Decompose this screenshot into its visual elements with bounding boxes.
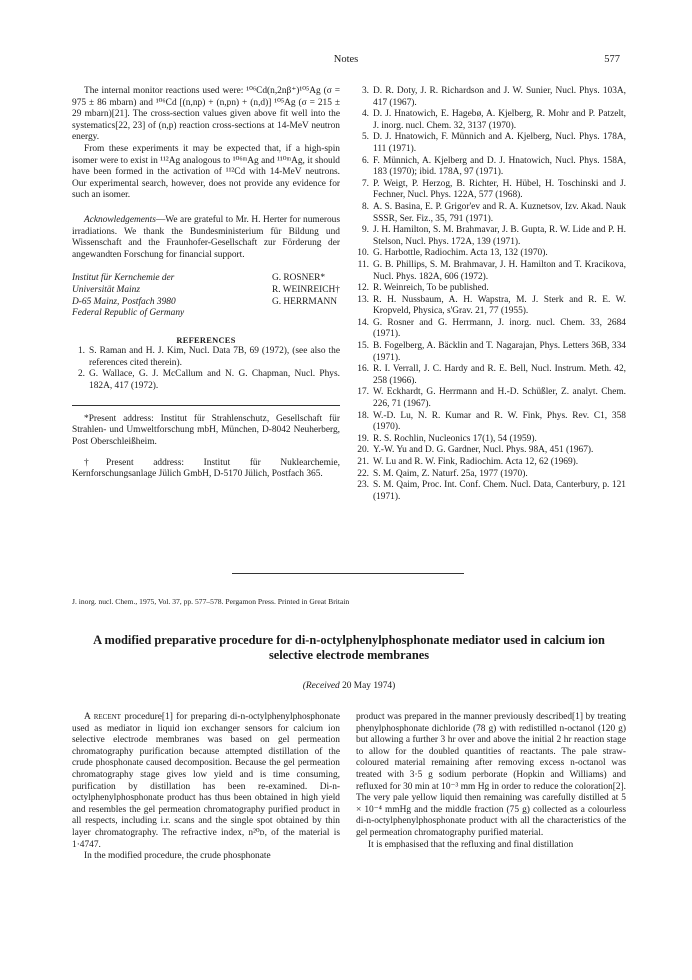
article-paragraph-method: product was prepared in the manner previously described[1] by treating phenylphosphonate dichloride (78 g) with redistilled n-octanol (120 g) but allowing a further 3 hr over and above the initial 2 hr reaction stage to allow for the doubled quantities of reactants. The pale straw-coloured material remaining after removing excess n-octanol was treated with 3·5 g sodium perborate (Hopkin and Williams) and refluxed for 30 min at 10⁻³ mm Hg in order to reduce the coloration[2]. The very pale yellow liquid then remaining was carefully distilled at 5 × 10⁻⁴ mmHg and the middle fraction (75 g) collected as a colourless di-n-octylphenylphosphonate product with all the characteristics of the gel permeation chromatography purified material. [356,712,626,838]
reference-number: 1. [77,346,85,357]
reference-text: P. Weigt, P. Herzog, B. Richter, H. Hübel, H. Toschinski and J. Fechner, Nucl. Phys. 122A, 577 (1968). [373,178,626,201]
reference-item [356,387,626,410]
reference-text: S. M. Qaim, Proc. Int. Conf. Chem. Nucl. Data, Canterbury, p. 121 (1971). [373,480,626,502]
reference-item [356,225,626,248]
reference-number: 11. [357,259,369,270]
reference-item [356,86,626,109]
reference-number: 21. [357,457,369,467]
acknowledgements-text: —We are grateful to Mr. H. Herter for numerous irradiations. We thank the Bundesministerium für Bildung und Wissenschaft and the Fraunhofer-Gesellschaft zur Förderung der angewandten Forschung for financial support. [72,214,340,260]
reference-item [356,179,626,202]
reference-number: 8. [361,201,369,212]
reference-item [356,469,626,481]
reference-text: Y.-W. Yu and D. G. Gardner, Nucl. Phys. 98A, 451 (1967). [373,445,594,456]
reference-number: 13. [357,294,369,305]
reference-text: W. Lu and R. W. Fink, Radiochim. Acta 12, 62 (1969). [373,457,579,467]
reference-number: 3. [361,86,369,96]
reference-text: B. Fogelberg, A. Bäcklin and T. Nagarajan, Phys. Letters 36B, 334 (1971). [373,341,626,363]
reference-text: F. Münnich, A. Kjelberg and D. J. Hnatowich, Nucl. Phys. 158A, 183 (1970); ibid. 178A, 97 (1971). [373,155,626,178]
reference-number: 2. [77,369,85,380]
footnote-present-address-1: *Present address: Institut für Strahlenschutz, Gesellschaft für Strahlen- und Umweltforschung mbH, München, D-8042 Neuherberg, Post Oberschleißheim. [72,413,340,447]
reference-text: W. Eckhardt, G. Herrmann and H.-D. Schüßler, Z. analyt. Chem. 226, 71 (1967). [373,387,626,410]
reference-number: 20. [357,445,369,456]
reference-item [356,318,626,341]
reference-text: A. S. Basina, E. P. Grigor'ev and R. A. Kuznetsov, Izv. Akad. Nauk SSSR, Ser. Fiz., 35, 791 (1971). [373,201,626,224]
reference-number: 16. [357,364,369,375]
reference-item [356,132,626,155]
reference-text: R. H. Nussbaum, A. H. Wapstra, M. J. Sterk and R. E. W. Kropveld, Physica, s'Grav. 21, 77 (1955). [373,294,626,317]
author-block [72,273,340,319]
reference-text: R. Weinreich, To be published. [373,283,489,294]
reference-number: 9. [361,225,369,236]
article-body-right [356,712,626,851]
reference-text: S. Raman and H. J. Kim, Nucl. Data 7B, 69 (1972), (see also the references cited therein). [89,346,340,368]
reference-number: 23. [357,480,369,491]
reference-item [356,503,626,515]
reference-number: 18. [357,410,369,421]
intro-text: procedure[1] for preparing di-n-octylphenylphosphonate used as mediator in liquid ion exchanger sensors for calcium ion selective electrode membranes was based on gel permeation chromatography purification because attempted distillation of the crude phosphonate caused decomposition. Because the gel permeation chromatography stage gives low yield and is time consuming, purification by distillation has been re-examined. Di-n-octylphenylphosphonate product has thus been obtained in high yield and resembles the gel permeation chromatography purified product in all respects, including i.r. scans and the single spot obtained by thin layer chromatography. The refractive index, n²⁰ᴅ, of the material is 1·4747. [72,712,340,850]
reference-number: 19. [357,433,369,444]
article-paragraph-procedure: In the modified procedure, the crude phosphonate [84,851,271,862]
page-number: 577 [604,54,620,65]
acknowledgements-heading: Acknowledgements [84,214,156,225]
opening-words: A recent [84,712,121,722]
author-names [272,273,340,319]
reference-text: G. B. Phillips, S. M. Brahmavar, J. H. Hamilton and T. Kracikova, Nucl. Phys. 182A, 606 (1972). [373,259,626,282]
reference-item [356,283,626,295]
acknowledgements [72,215,340,261]
reference-text: R. S. Rochlin, Nucleonics 17(1), 54 (1959). [373,433,537,444]
left-column [72,86,340,490]
reference-number: 6. [361,155,369,166]
reference-text: S. M. Qaim, Z. Naturf. 25a, 1977 (1970). [373,468,528,479]
reference-item [356,260,626,283]
paragraph-monitor-reactions: The internal monitor reactions used were: ¹⁰⁶Cd(n,2nβ⁺)¹⁰⁵Ag (σ = 975 ± 86 mbarn) and ¹⁰⁶Cd [(n,np) + (n,pn) + (n,d)] ¹⁰⁵Ag (σ = 215 ± 29 mbarn)[21]. The cross-section values given above fit well into the systematics[22, 23] of (n,p) reaction cross-sections at 14-MeV neutron energy. [72,86,340,143]
reference-text: G. Harbottle, Radiochim. Acta 13, 132 (1970). [373,248,548,259]
author-name: G. HERRMANN [271,296,338,307]
institution-line: Institut für Kernchemie der [72,273,175,284]
running-header: Notes [333,54,359,65]
reference-text: G. Rosner and G. Herrmann, J. inorg. nucl. Chem. 33, 2684 (1971). [373,317,626,340]
reference-item [356,445,626,457]
reference-number: 5. [361,132,369,143]
reference-item [356,480,626,503]
right-column [356,86,626,527]
reference-item [356,248,626,260]
article-divider [232,573,464,574]
author-name: G. ROSNER* [271,273,326,284]
reference-item [356,109,626,132]
reference-item [356,411,626,434]
footnote-present-address-2: †Present address: Institut für Nuklearchemie, Kernforschungsanlage Jülich GmbH, D-5170 Jülich, Postfach 365. [72,457,340,480]
reference-item [72,346,340,369]
reference-item [72,369,340,392]
references-heading: REFERENCES [176,335,236,345]
reference-number: 12. [357,283,369,294]
reference-text: D. J. Hnatowich, F. Münnich and A. Kjelberg, Nucl. Phys. 178A, 111 (1971). [373,132,626,154]
reference-text: W.-D. Lu, N. R. Kumar and R. W. Fink, Phys. Rev. C1, 358 (1970). [373,410,626,433]
reference-number: 7. [361,178,369,189]
institution-line: Federal Republic of Germany [72,308,185,319]
reference-number: 22. [357,468,369,479]
reference-item [356,364,626,387]
reference-text: R. I. Verrall, J. C. Hardy and R. E. Bell, Nucl. Instrum. Meth. 42, 258 (1966). [373,364,626,386]
institution-line: D-65 Mainz, Postfach 3980 [72,296,176,307]
journal-citation-line: J. inorg. nucl. Chem., 1975, Vol. 37, pp. 577–578. Pergamon Press. Printed in Great Britain [72,597,350,606]
article-title: A modified preparative procedure for di-n-octylphenylphosphonate mediator used in calcium ion selective electrode membranes [93,633,605,662]
reference-number: 14. [357,317,369,328]
institution [72,273,184,319]
received-date-value: 20 May 1974) [342,681,396,691]
received-label: (Received [302,681,340,691]
references-list-right [356,86,626,527]
references-list-left [72,346,340,392]
institution-line: Universität Mainz [72,284,140,295]
reference-item [356,202,626,225]
reference-item [356,341,626,364]
reference-item [356,457,626,469]
reference-item [356,434,626,446]
reference-text: D. R. Doty, J. R. Richardson and J. W. Sunier, Nucl. Phys. 103A, 417 (1967). [373,86,626,108]
paragraph-isomer-search: From these experiments it may be expected that, if a high-spin isomer were to exist in ¹¹²Ag analogous to ¹⁰⁶ᵐAg and ¹¹⁰ᵐAg, it should have been formed in the activation of ¹¹²Cd with 14-MeV neutrons. Our experimental search, however, does not provide any evidence for such an isomer. [72,143,340,201]
reference-number: 15. [357,341,369,352]
received-date [72,681,626,691]
author-name: R. WEINREICH† [271,284,340,295]
article-body-left [72,712,340,863]
reference-number: 4. [361,109,369,120]
reference-number: 10. [357,248,369,259]
reference-text: D. J. Hnatowich, E. Hagebø, A. Kjelberg, R. Mohr and P. Patzelt, J. inorg. nucl. Chem. 32, 3137 (1970). [373,109,626,131]
reference-item [356,515,626,527]
reference-text: G. Wallace, G. J. McCallum and N. G. Chapman, Nucl. Phys. 182A, 417 (1972). [89,369,340,392]
article-paragraph-intro [72,712,340,851]
reference-text: J. H. Hamilton, S. M. Brahmavar, J. B. Gupta, R. W. Lide and P. H. Stelson, Nucl. Phys. 172A, 139 (1971). [373,225,626,247]
article-paragraph-emphasis: It is emphasised that the refluxing and final distillation [368,839,574,850]
footnote-rule [72,405,340,406]
reference-item [356,156,626,179]
reference-item [356,295,626,318]
reference-number: 17. [357,387,369,398]
